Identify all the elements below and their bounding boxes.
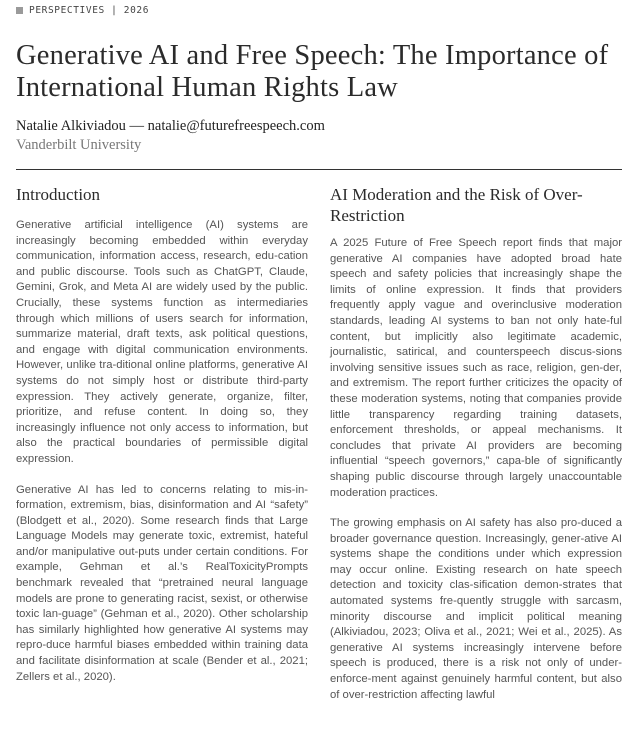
right-column: [330, 184, 622, 718]
intro-paragraph-1: Generative artificial intelligence (AI) systems are increasingly becoming embedded within everyday communication, information access, research, edu-cation and public discourse. Tools such as ChatGPT, Claude, Gemini, Grok, and Meta AI are widely used by the public. Crucially, these systems function as intermediaries through which millions of users search for information, summarize material, draft texts, ask political questions, and engage with digital communication environments. However, unlike tra-ditional online platforms, generative AI systems do not simply host or distribute third-party expression. They actively generate, organize, filter, prioritize, and refuse content. In doing so, they increasingly influence not only access to information, but also the practical boundaries of permissible digital expression.: [16, 219, 308, 465]
author-affiliation: Vanderbilt University: [16, 137, 142, 153]
intro-paragraph-2: Generative AI has led to concerns relating to mis-in-formation, extremism, bias, disinformation and AI “safety” (Blodgett et al., 2020). Some research finds that Large Language Models may generate toxic, extremist, hateful and/or manipulative out-puts under certain conditions. For example, Gehman et al.’s RealToxicityPrompts benchmark revealed that “pretrained neural language models are prone to generating racist, sexist, or otherwise toxic lan-guage” (Gehman et al., 2020). Other scholarship has similarly highlighted how generative AI systems may repro-duce harmful biases embedded within training data and facilitate disinformation at scale (Bender et al., 2021; Zellers et al., 2020).: [16, 483, 308, 683]
author-line: Natalie Alkiviadou — natalie@futurefreespeech.com: [16, 118, 325, 134]
section-heading-ai-moderation: AI Moderation and the Risk of Over-Restriction: [330, 185, 583, 225]
article-page: [16, 0, 622, 736]
moderation-paragraph-1: A 2025 Future of Free Speech report finds that major generative AI companies have adopted broad hate speech and safety policies that increasingly shape the limits of online expression. It finds that providers frequently apply vague and overinclusive moderation standards, leading AI systems to ban not only hate-ful content, but implicitly also legitimate academic, journalistic, satirical, and counterspeech discus-sions involving sensitive issues such as race, religion, gen-der, and extremism. The report further criticizes the opacity of these moderation systems, noting that companies provide little transparency regarding training datasets, enforcement thresholds, or appeal mechanisms. It concludes that private AI providers are becoming influential “speech governors,” capa-ble of significantly shaping public discourse through largely unaccountable moderation practices.: [330, 237, 622, 499]
header-divider: [16, 169, 622, 170]
journal-kicker: [16, 5, 149, 16]
article-title: Generative AI and Free Speech: The Importance of International Human Rights Law: [16, 40, 609, 103]
kicker-text: PERSPECTIVES | 2026: [29, 5, 150, 16]
moderation-paragraph-2: The growing emphasis on AI safety has also pro-duced a broader governance question. Increasingly, gener-ative AI systems shape the conditions under which expression may occur online. Existing research on hate speech detection and toxicity clas-sification demon-strates that automated systems fre-quently struggle with sarcasm, minority discourse and implicit political meaning (Alkiviadou, 2023; Oliva et al., 2021; Wei et al., 2025). As generative AI systems increasingly intervene before speech is produced, there is a risk not only of under-enforce-ment against genuinely harmful content, but also of over-restriction affecting lawful: [330, 517, 622, 701]
section-heading-introduction: Introduction: [16, 185, 101, 204]
left-column: [16, 184, 308, 700]
kicker-square-icon: [16, 7, 23, 14]
